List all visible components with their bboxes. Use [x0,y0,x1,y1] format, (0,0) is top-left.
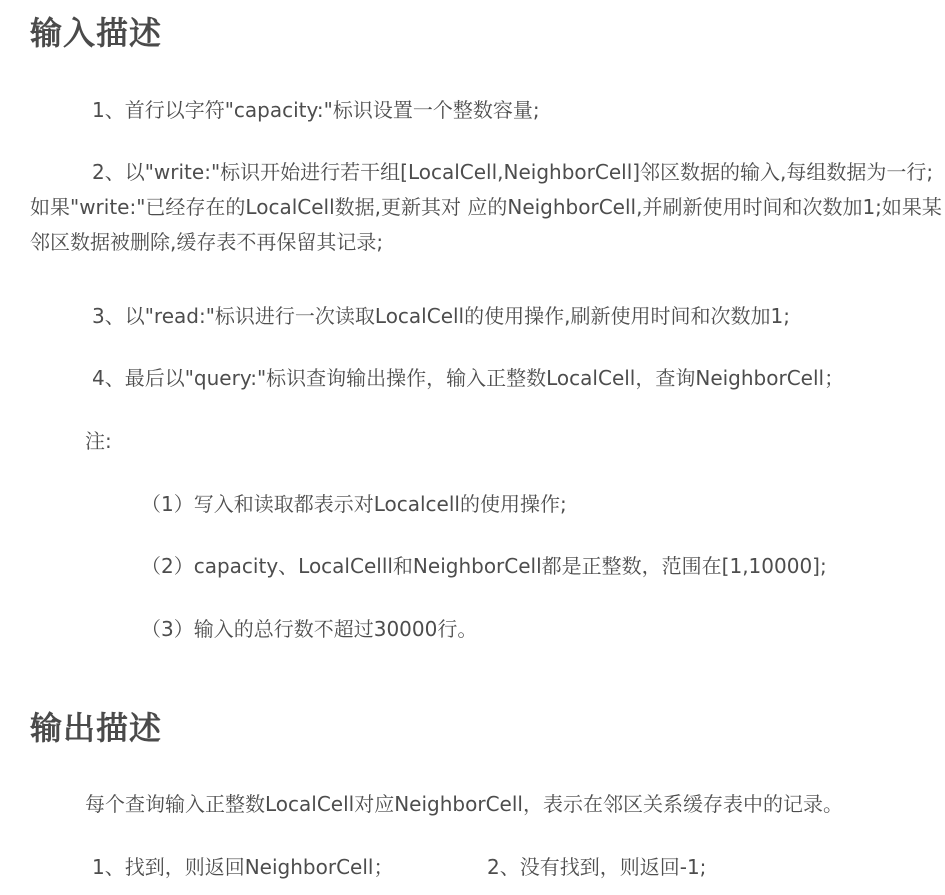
input-item-2: 2、以"write:"标识开始进行若干组[LocalCell,NeighborCell]邻区数据的输入,每组数据为一行;如果"write:"已经存在的LocalCell数据,更新其对 应的NeighborCell,并刷新使用时间和次数加1;如果某邻区数据被删除,缓存表不再保留其记录; [30,160,942,254]
input-item-4: 4、最后以"query:"标识查询输出操作，输入正整数LocalCell，查询NeighborCell； [92,366,845,390]
input-item-3: 3、以"read:"标识进行一次读取LocalCell的使用操作,刷新使用时间和次数加1; [92,304,790,328]
note-item-3: （3）输入的总行数不超过30000行。 [141,617,478,641]
output-result-not-found: 2、没有找到，则返回-1; [487,855,707,879]
note-item-2: （2）capacity、LocalCelll和NeighborCell都是正整数，范围在[1,10000]; [141,554,827,578]
output-description-text: 每个查询输入正整数LocalCell对应NeighborCell，表示在邻区关系缓存表中的记录。 [85,792,843,816]
output-result-found: 1、找到，则返回NeighborCell； [92,855,394,879]
input-item-1: 1、首行以字符"capacity:"标识设置一个整数容量; [92,98,540,122]
note-label: 注: [85,429,112,453]
note-item-1: （1）写入和读取都表示对Localcell的使用操作; [141,492,567,516]
output-description-heading: 输出描述 [30,709,163,747]
input-description-heading: 输入描述 [30,14,163,52]
